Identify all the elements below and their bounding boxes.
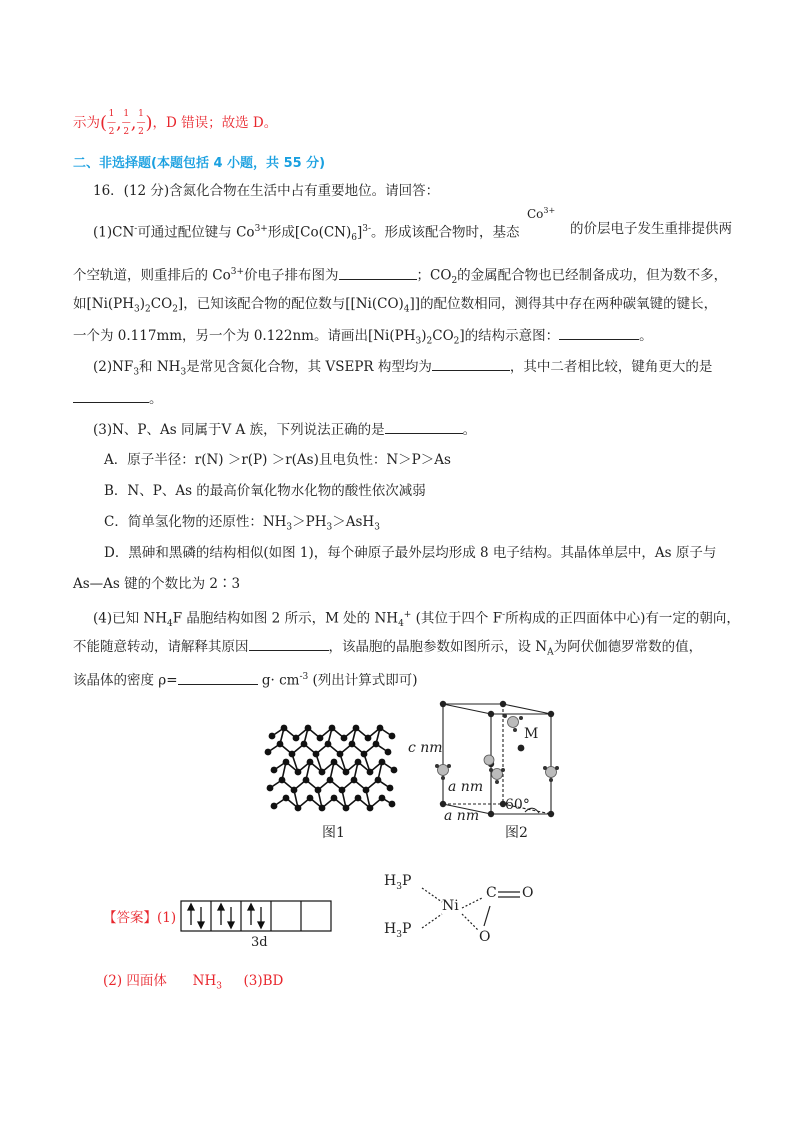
electron-arrows	[188, 904, 264, 928]
question-intro: 16．(12 分)含氮化合物在生活中占有重要地位。请回答：	[93, 183, 440, 199]
figure1-caption: 图1	[322, 825, 345, 841]
part1-line1: (1)CN-可通过配位键与 $Co^{3+}$形成$[Co(CN)_6]^{3-}$。形成该配合物时，基态	[93, 224, 520, 244]
section-heading: 二、非选择题(本题包括 4 小题，共 55 分)	[73, 156, 326, 171]
option-d-line2: As—As 键的个数比为 2∶3	[73, 576, 241, 592]
option-d-line1: D．黑砷和黑磷的结构相似(如图 1)，每个砷原子最外层均形成 8 电子结构。其晶体单层中，As 原子与	[104, 545, 717, 561]
o-atom-double: O	[522, 885, 534, 901]
option-b: B．N、P、As 的最高价氧化物水化物的酸性依次减弱	[104, 483, 426, 499]
answer-label: 【答案】(1)	[103, 910, 177, 926]
part1-line2: 个空轨道，则重排后的 $Co^{3+}$价电子排布图为 ；$CO_2$的金属配合物也已经制备成功，但为数不多，	[73, 262, 727, 291]
answer-blank[interactable]	[385, 419, 463, 434]
part1-line1-end: 的价层电子发生重排提供两	[570, 221, 732, 237]
h3p-top: $H_3P$	[384, 873, 412, 892]
orbital-diagram-3d	[180, 900, 335, 938]
part2-line1: $(2)NF_3$和 $NH_3$是常见含氮化合物，其 VSEPR 构型均为 ，其中二者相比较，键角更大的是	[93, 356, 712, 383]
c-atom: C	[486, 885, 497, 901]
part3-line: (3)N、P、As 同属于Ⅴ A 族，下列说法正确的是 。	[93, 419, 476, 440]
part1-line3: 如$[Ni(PH_3)_2CO_2]$，已知该配合物的配位数与$[[Ni(CO)_4]]$的配位数相同，测得其中存在两种碳氧键的键长，	[73, 296, 718, 315]
answer-blank[interactable]	[73, 388, 149, 403]
answer-blank[interactable]	[339, 265, 417, 280]
orbital-label: 3d	[251, 935, 268, 950]
h3p-bottom: $H_3P$	[384, 921, 412, 940]
answer-blank[interactable]	[178, 670, 258, 685]
answer-blank[interactable]	[249, 636, 329, 651]
part4-line2: 不能随意转动，请解释其原因 ，该晶胞的晶胞参数如图所示，设 $N_A$为阿伏伽德罗常数的值，	[73, 636, 702, 663]
answer-continuation: 示为( 1 — 2, 1 — 2, 1 — 2)，D 错误；故选 D。	[73, 109, 278, 137]
option-a: A．原子半径：r(N) ＞r(P) ＞r(As)且电负性：N＞P＞As	[104, 452, 451, 468]
label-c-nm: c nm	[408, 740, 443, 756]
answer-blank[interactable]	[432, 356, 510, 371]
part4-line1: (4)已知 $NH_4F$ 晶胞结构如图 2 所示，M 处的 $NH_4^+$ (其位于四个 F-所构成的正四面体中心)有一定的朝向，	[93, 610, 740, 630]
co-ion-label: $Co^{3+}$	[527, 206, 556, 221]
label-a-nm-lower: a nm	[444, 808, 480, 824]
answer-line2: (2) 四面体 $NH_3$ (3)BD	[103, 973, 284, 992]
answer-blank[interactable]	[559, 325, 639, 340]
o-atom-single: O	[479, 929, 491, 945]
option-c: C．简单氢化物的还原性：$NH_3>PH_3>AsH_3$	[104, 514, 380, 533]
fraction-vector: ( 1 — 2, 1 — 2, 1 — 2)	[100, 109, 153, 137]
ni-atom: Ni	[442, 898, 459, 914]
part1-line4: 一个为 0.117mm，另一个为 0.122nm。请画出$[Ni(PH_3)_2CO_2]$的结构示意图： 。	[73, 325, 653, 352]
label-M: M	[524, 726, 539, 742]
figure1-black-arsenic	[262, 718, 402, 818]
label-angle: 60°	[505, 797, 530, 813]
part2-line2: 。	[73, 388, 163, 409]
label-a-nm-upper: a nm	[448, 779, 484, 795]
part4-line3: 该晶体的密度 $\rho= g\cdot cm^{-3}$ (列出计算式即可)	[73, 667, 418, 691]
figure2-unit-cell	[405, 692, 590, 827]
figure2-caption: 图2	[505, 825, 528, 841]
